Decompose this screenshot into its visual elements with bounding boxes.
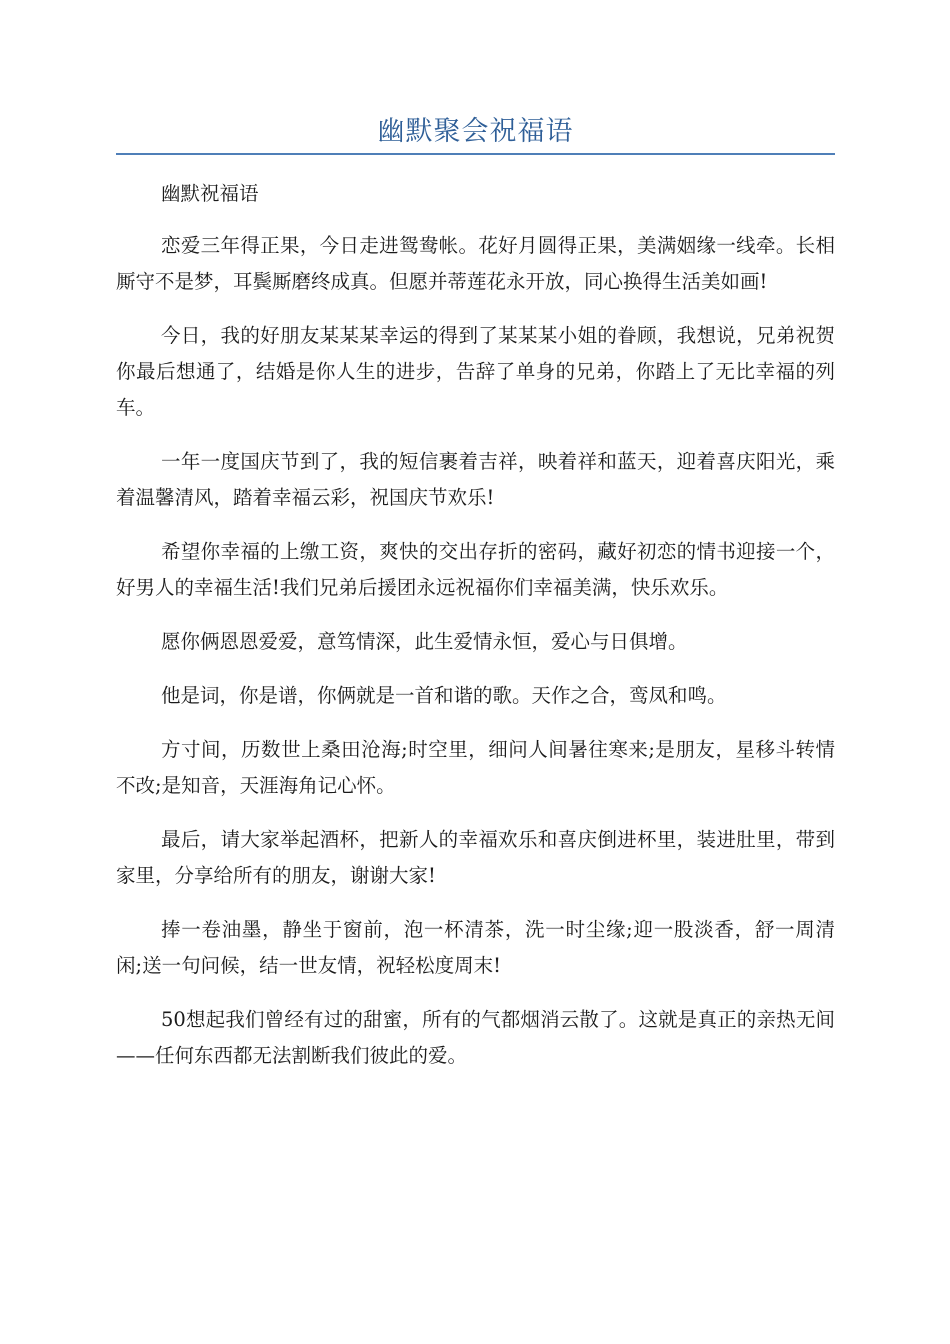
paragraph: 50想起我们曾经有过的甜蜜，所有的气都烟消云散了。这就是真正的亲热无间——任何东西都无法割断我们彼此的爱。 xyxy=(116,1008,835,1067)
paragraph: 今日，我的好朋友某某某幸运的得到了某某某小姐的眷顾，我想说，兄弟祝贺你最后想通了，结婚是你人生的进步，告辞了单身的兄弟，你踏上了无比幸福的列车。 xyxy=(116,324,835,419)
paragraph: 捧一卷油墨，静坐于窗前，泡一杯清茶，洗一时尘缘;迎一股淡香，舒一周清闲;送一句问候，结一世友情，祝轻松度周末! xyxy=(116,918,835,977)
paragraph: 恋爱三年得正果，今日走进鸳鸯帐。花好月圆得正果，美满姻缘一线牵。长相厮守不是梦，耳鬓厮磨终成真。但愿并蒂莲花永开放，同心换得生活美如画! xyxy=(116,234,835,293)
paragraph: 他是词，你是谱，你俩就是一首和谐的歌。天作之合，鸾凤和鸣。 xyxy=(161,684,727,707)
section-subtitle: 幽默祝福语 xyxy=(161,182,259,205)
title-underline xyxy=(116,153,835,155)
document-body xyxy=(116,176,835,1092)
paragraph: 愿你俩恩恩爱爱，意笃情深，此生爱情永恒，爱心与日俱增。 xyxy=(161,630,688,653)
document-title: 幽默聚会祝福语 xyxy=(377,116,574,147)
paragraph: 一年一度国庆节到了，我的短信裹着吉祥，映着祥和蓝天，迎着喜庆阳光，乘着温馨清风，踏着幸福云彩，祝国庆节欢乐! xyxy=(116,450,835,509)
paragraph: 方寸间，历数世上桑田沧海;时空里，细问人间暑往寒来;是朋友，星移斗转情不改;是知音，天涯海角记心怀。 xyxy=(116,738,835,797)
paragraph: 最后，请大家举起酒杯，把新人的幸福欢乐和喜庆倒进杯里，装进肚里，带到家里，分享给所有的朋友，谢谢大家! xyxy=(116,828,835,887)
paragraph: 希望你幸福的上缴工资，爽快的交出存折的密码，藏好初恋的情书迎接一个，好男人的幸福生活!我们兄弟后援团永远祝福你们幸福美满，快乐欢乐。 xyxy=(116,540,835,599)
